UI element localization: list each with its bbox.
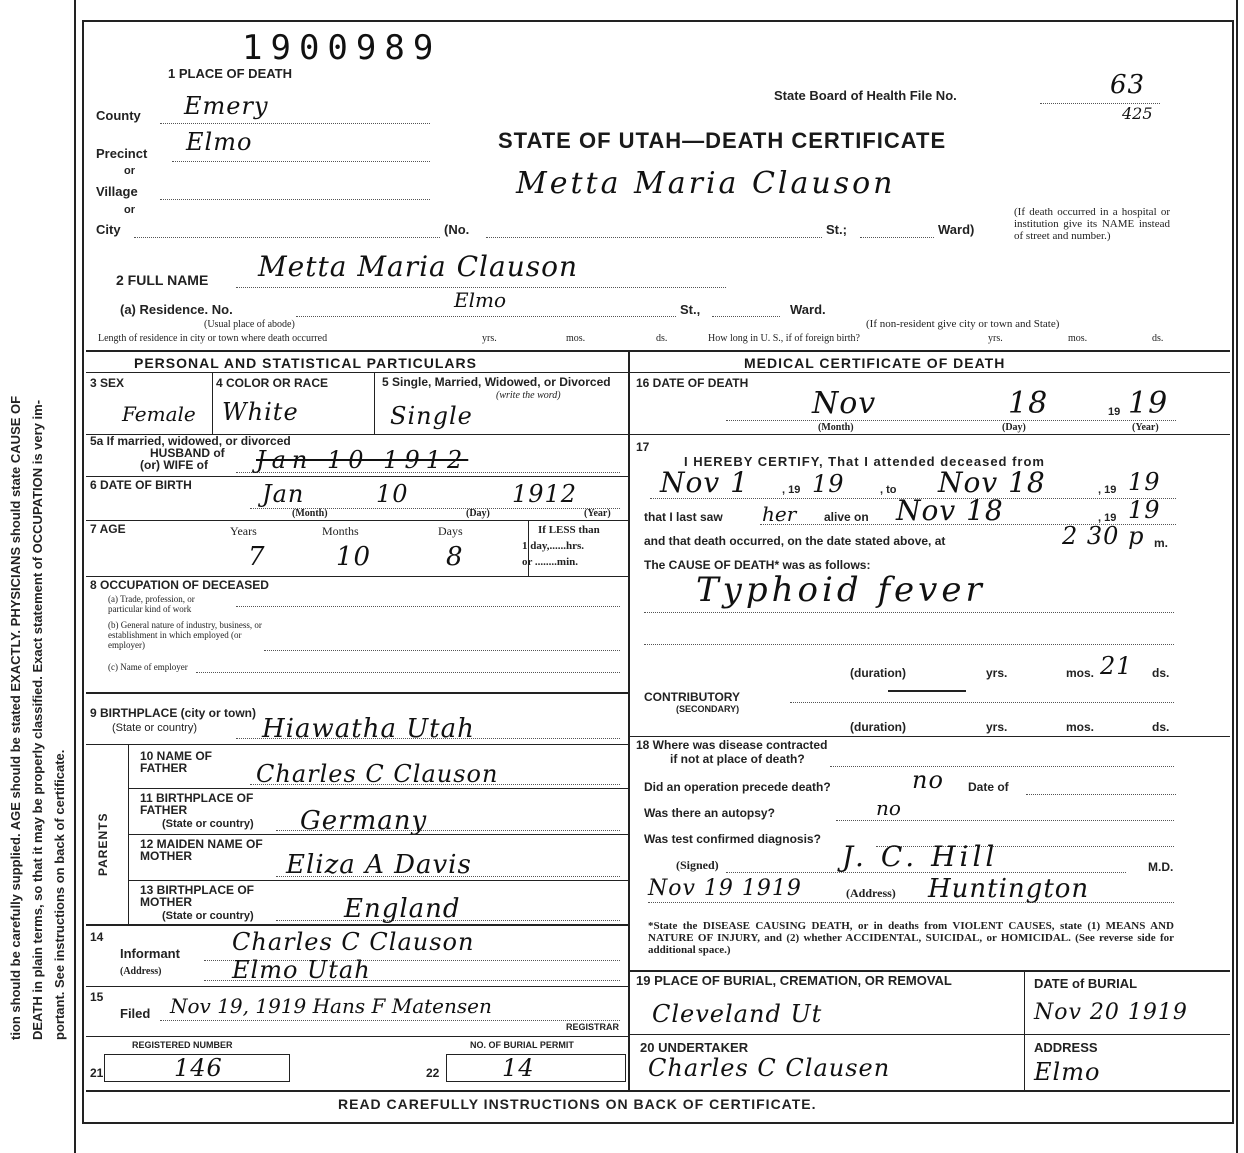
filed-num: 15 — [90, 990, 104, 1004]
residence-label: (a) Residence. No. — [120, 302, 233, 317]
county-label: County — [96, 108, 141, 123]
mother-birthplace-value: England — [344, 894, 461, 924]
last-saw-label: that I last saw — [644, 510, 723, 524]
spouse-value: Jan 10 1912 — [256, 446, 469, 474]
registered-num: 21 — [90, 1066, 104, 1080]
dod-day-label: (Day) — [1002, 422, 1026, 433]
marital-note: (write the word) — [496, 390, 561, 401]
nonresident-note: (If non-resident give city or town and State) — [866, 318, 1060, 330]
age-less-3: or ........min. — [522, 556, 579, 568]
sex-label: 3 SEX — [90, 376, 125, 390]
village-label: Village — [96, 184, 138, 199]
dob-label: 6 DATE OF BIRTH — [90, 478, 192, 492]
spouse-label-3: (or) WIFE of — [140, 458, 208, 472]
burial-value: Cleveland Ut — [652, 1000, 823, 1028]
sex-value: Female — [122, 402, 196, 426]
state-file-value: 63 — [1110, 70, 1146, 100]
alive-year: 19 — [1128, 496, 1161, 524]
dob-year: 1912 — [512, 480, 578, 508]
or-2: or — [124, 204, 135, 216]
how-long-yrs: yrs. — [988, 333, 1003, 344]
side-instructions-2: DEATH in plain terms, so that it may be properly classified. Exact statement of OCCUPATION is very im- — [30, 399, 45, 1040]
state-file-sub: 425 — [1122, 104, 1153, 123]
alive-year-prefix: , 19 — [1098, 512, 1117, 524]
undertaker-label: 20 UNDERTAKER — [640, 1040, 749, 1055]
death-occurred-label: and that death occurred, on the date stated above, at — [644, 534, 946, 548]
permit-label: NO. OF BURIAL PERMIT — [470, 1040, 574, 1050]
duration-1-value: 21 — [1100, 652, 1133, 680]
mother-birthplace-sub: (State or country) — [162, 910, 254, 922]
birthplace-sub: (State or country) — [112, 722, 197, 734]
dod-year: 19 — [1128, 386, 1169, 421]
dob-day: 10 — [376, 480, 409, 508]
side-instructions-3: portant. See instructions on back of certificate. — [52, 749, 67, 1040]
right-edge-line — [1236, 0, 1238, 1153]
age-label: 7 AGE — [90, 522, 126, 536]
duration-2-yrs: yrs. — [986, 720, 1008, 734]
permit-value: 14 — [502, 1054, 535, 1082]
informant-label: Informant — [120, 946, 180, 961]
last-saw-value: her — [762, 502, 797, 526]
sign-address-label: (Address) — [846, 886, 896, 900]
occupation-label: 8 OCCUPATION OF DECEASED — [90, 578, 269, 592]
color-label: 4 COLOR OR RACE — [216, 376, 329, 390]
how-long-ds: ds. — [1152, 333, 1164, 344]
dob-day-label: (Day) — [466, 508, 490, 519]
signed-label: (Signed) — [676, 858, 719, 872]
occupation-a: (a) Trade, profession, or particular kind of work — [108, 594, 195, 614]
mother-birthplace-label: 13 BIRTHPLACE OF MOTHER — [140, 883, 255, 909]
registered-value: 146 — [174, 1054, 223, 1082]
father-birthplace-value: Germany — [300, 806, 428, 836]
full-name-value: Metta Maria Clauson — [258, 250, 578, 283]
undertaker-value: Charles C Clausen — [648, 1054, 891, 1082]
age-days-value: 8 — [446, 542, 464, 572]
attended-to-year-prefix: , 19 — [1098, 484, 1117, 496]
birthplace-value: Hiawatha Utah — [262, 714, 475, 744]
spouse-label-1: 5a If married, widowed, or divorced — [90, 434, 291, 448]
city-label: City — [96, 222, 121, 237]
mother-value: Eliza A Davis — [286, 850, 472, 880]
operation-date-label: Date of — [968, 780, 1009, 794]
dod-label: 16 DATE OF DEATH — [636, 376, 749, 390]
residence-ward-label: Ward. — [790, 302, 826, 317]
place-of-death-label: 1 PLACE OF DEATH — [168, 66, 292, 81]
county-value: Emery — [184, 92, 269, 120]
cause-label: The CAUSE OF DEATH* was as follows: — [644, 558, 871, 572]
md-label: M.D. — [1148, 860, 1174, 874]
length-ds: ds. — [656, 333, 668, 344]
duration-2-ds: ds. — [1152, 720, 1170, 734]
side-instructions-1: tion should be carefully supplied. AGE should be stated EXACTLY. PHYSICIANS should state CAUSE OF — [8, 395, 23, 1040]
occupation-b: (b) General nature of industry, business, or establishment in which employed (or employer) — [108, 620, 262, 650]
attended-to: Nov 18 — [938, 466, 1046, 499]
registered-label: REGISTERED NUMBER — [132, 1040, 233, 1050]
contracted-sub: if not at place of death? — [670, 752, 805, 766]
dod-month-label: (Month) — [818, 422, 854, 433]
state-file-label: State Board of Health File No. — [774, 88, 957, 103]
how-long-mos: mos. — [1068, 333, 1088, 344]
address-label: (Address) — [120, 966, 162, 977]
duration-1-ds: ds. — [1152, 666, 1170, 680]
autopsy-label: Was there an autopsy? — [644, 806, 775, 820]
dod-year-label: (Year) — [1132, 422, 1159, 433]
certify-text: I HEREBY CERTIFY, That I attended deceased from — [684, 454, 1045, 469]
file-number: 1900989 — [242, 28, 442, 68]
city-ward-label: Ward) — [938, 222, 975, 237]
undertaker-address-value: Elmo — [1034, 1058, 1101, 1086]
father-birthplace-sub: (State or country) — [162, 818, 254, 830]
personal-section-head: PERSONAL AND STATISTICAL PARTICULARS — [134, 355, 477, 371]
age-months-value: 10 — [336, 542, 372, 572]
burial-label: 19 PLACE OF BURIAL, CREMATION, OR REMOVAL — [636, 973, 952, 988]
duration-1-mos: mos. — [1066, 666, 1095, 680]
precinct-label: Precinct — [96, 146, 148, 161]
age-less-2: 1 day,......hrs. — [522, 540, 585, 552]
dod-year-prefix: 19 — [1108, 406, 1121, 418]
age-years-value: 7 — [248, 542, 266, 572]
age-less-1: If LESS than — [538, 524, 600, 536]
alive-on-label: alive on — [824, 510, 869, 524]
left-margin-line — [74, 0, 76, 1153]
precinct-value: Elmo — [186, 128, 253, 156]
alive-on-value: Nov 18 — [896, 494, 1004, 527]
duration-1-label: (duration) — [850, 666, 906, 680]
attended-from-year-prefix: , 19 — [782, 484, 801, 496]
sign-date: Nov 19 1919 — [648, 876, 802, 901]
footer-text: READ CAREFULLY INSTRUCTIONS ON BACK OF CERTIFICATE. — [338, 1096, 817, 1112]
length-yrs: yrs. — [482, 333, 497, 344]
length-of-residence-label: Length of residence in city or town where death occurred — [98, 333, 328, 344]
birthplace-label: 9 BIRTHPLACE (city or town) — [90, 706, 257, 720]
attended-to-label: , to — [880, 484, 897, 496]
or-1: or — [124, 165, 135, 177]
address-value: Elmo Utah — [232, 956, 371, 984]
dob-month: Jan — [262, 480, 305, 508]
confirmed-label: Was test confirmed diagnosis? — [644, 832, 821, 846]
color-value: White — [222, 398, 299, 426]
center-divider — [628, 352, 630, 1090]
autopsy-value: no — [876, 796, 901, 820]
informant-value: Charles C Clauson — [232, 928, 475, 956]
hospital-note: (If death occurred in a hospital or institution give its NAME instead of street and number.) — [1014, 206, 1170, 242]
cause-value: Typhoid fever — [696, 570, 986, 610]
contracted-label: 18 Where was disease contracted — [636, 738, 828, 752]
dod-day: 18 — [1008, 386, 1049, 421]
age-days-label: Days — [438, 524, 463, 538]
burial-date-label: DATE of BURIAL — [1034, 976, 1138, 991]
sign-address-value: Huntington — [928, 874, 1090, 904]
occupation-c: (c) Name of employer — [108, 662, 188, 672]
usual-place-label: (Usual place of abode) — [204, 319, 295, 330]
operation-label: Did an operation precede death? — [644, 780, 831, 794]
name-annotation: Metta Maria Clauson — [516, 166, 896, 201]
operation-value: no — [912, 766, 944, 794]
residence-st-label: St., — [680, 302, 701, 317]
parents-label: PARENTS — [96, 812, 110, 876]
signed-value: J. C. Hill — [842, 840, 999, 873]
marital-value: Single — [390, 402, 473, 430]
medical-section-head: MEDICAL CERTIFICATE OF DEATH — [744, 355, 1006, 371]
death-occurred-m: m. — [1154, 536, 1169, 550]
contributory-label: CONTRIBUTORY — [644, 690, 740, 704]
dob-month-label: (Month) — [292, 508, 328, 519]
age-months-label: Months — [322, 524, 359, 538]
duration-1-yrs: yrs. — [986, 666, 1008, 680]
permit-num: 22 — [426, 1066, 440, 1080]
duration-2-label: (duration) — [850, 720, 906, 734]
attended-from-year: 19 — [812, 470, 845, 498]
length-mos: mos. — [566, 333, 586, 344]
full-name-label: 2 FULL NAME — [116, 272, 209, 288]
dob-year-label: (Year) — [584, 508, 611, 519]
informant-num: 14 — [90, 930, 104, 944]
attended-from: Nov 1 — [660, 466, 749, 499]
city-no-label: (No. — [444, 222, 470, 237]
duration-2-mos: mos. — [1066, 720, 1095, 734]
certificate-title: STATE OF UTAH—DEATH CERTIFICATE — [498, 128, 947, 153]
marital-label: 5 Single, Married, Widowed, or Divorced — [382, 375, 611, 389]
num-17: 17 — [636, 440, 650, 454]
city-st-label: St.; — [826, 222, 847, 237]
age-years-label: Years — [230, 524, 257, 538]
residence-value: Elmo — [454, 288, 507, 312]
registrar-label: REGISTRAR — [566, 1022, 620, 1032]
attended-to-year: 19 — [1128, 468, 1161, 496]
father-value: Charles C Clauson — [256, 760, 499, 788]
how-long-label: How long in U. S., if of foreign birth? — [708, 333, 860, 344]
death-occurred-value: 2 30 p — [1062, 522, 1145, 550]
contributory-sub: (SECONDARY) — [676, 704, 740, 714]
filed-value: Nov 19, 1919 Hans F Matensen — [170, 994, 492, 1018]
dod-month: Nov — [812, 386, 877, 421]
undertaker-address-label: ADDRESS — [1034, 1040, 1098, 1055]
spouse-label-2: HUSBAND of — [150, 446, 225, 460]
permit-box — [446, 1054, 626, 1082]
burial-date-value: Nov 20 1919 — [1034, 1000, 1188, 1025]
father-birthplace-label: 11 BIRTHPLACE OF FATHER — [140, 791, 254, 817]
filed-label: Filed — [120, 1006, 151, 1021]
father-label: 10 NAME OF FATHER — [140, 749, 213, 775]
footnote: *State the DISEASE CAUSING DEATH, or in deaths from VIOLENT CAUSES, state (1) MEANS AND NATURE OF INJURY, and (2) whether ACCIDENTAL, SUICIDAL, or HOMICIDAL. (See reverse side for additional space.) — [648, 920, 1174, 956]
mother-label: 12 MAIDEN NAME OF MOTHER — [140, 837, 263, 863]
